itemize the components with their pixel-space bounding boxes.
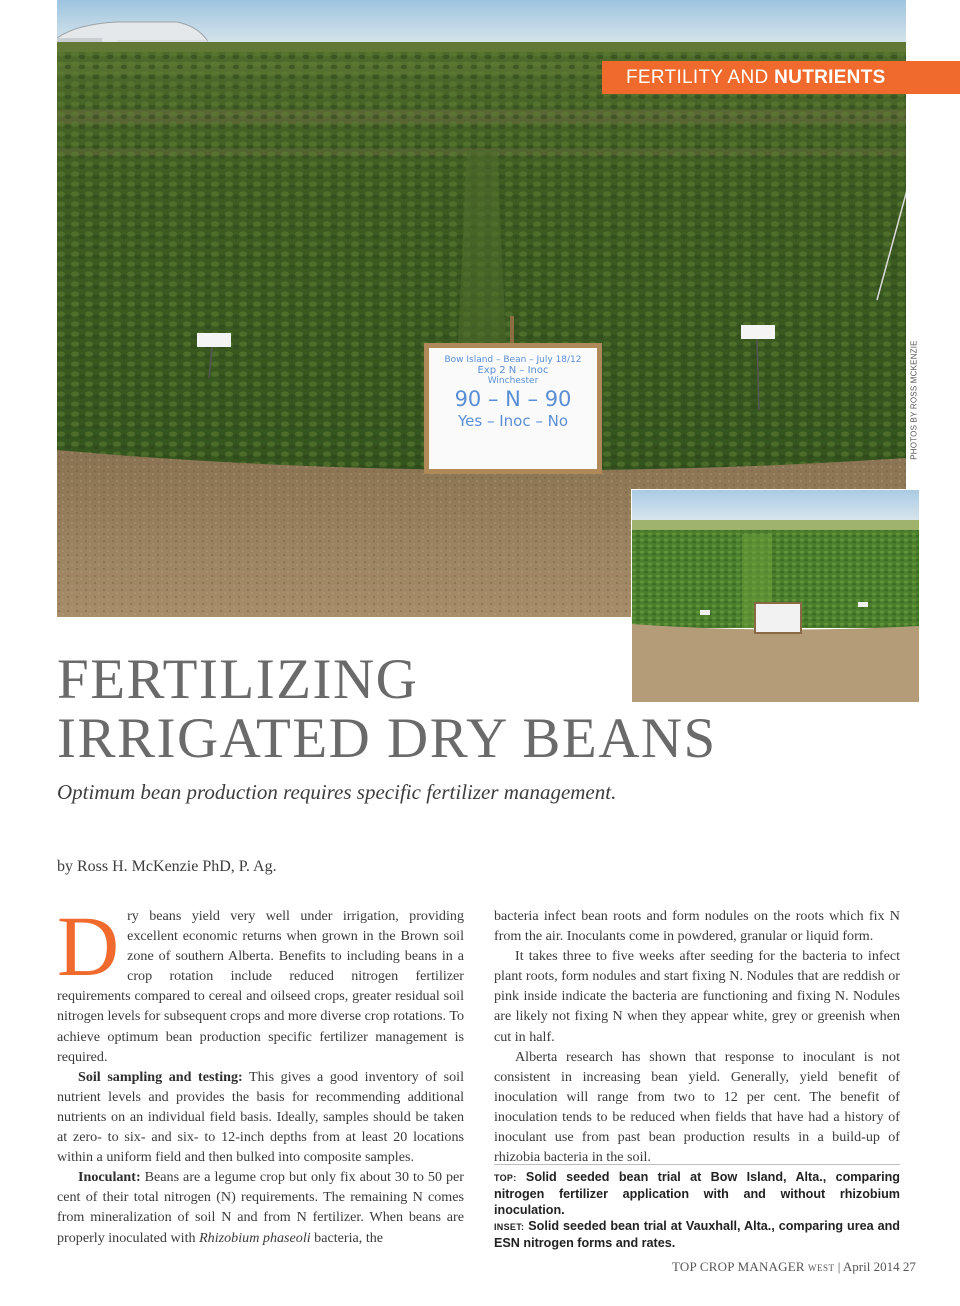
- section-tag-part1: FERTILITY AND: [626, 67, 775, 88]
- headline-line-2: IRRIGATED DRY BEANS: [57, 707, 717, 770]
- byline: by Ross H. McKenzie PhD, P. Ag.: [57, 858, 277, 875]
- subhead: Inoculant:: [78, 1169, 141, 1186]
- caption-label: INSET:: [494, 1222, 525, 1232]
- sign-line: Bow Island – Bean – July 18/12: [444, 355, 582, 365]
- body-paragraph: Dry beans yield very well under irrigation, providing excellent economic returns when grown in the Brown soil zone of southern Alberta. Benefits to including beans in a crop rotation include reduced nitrogen fertilizer requirements compared to cereal and oilseed crops, greater residual soil nitrogen levels for subsequent crops and more diverse crop rotations. To achieve optimum bean production specific fertilizer management is required.: [57, 898, 464, 1065]
- article-deck: Optimum bean production requires specific fertilizer management.: [57, 780, 617, 804]
- sign-line: Exp 2 N – Inoc: [477, 365, 549, 376]
- caption-label: TOP:: [494, 1173, 517, 1183]
- article-headline: [57, 650, 857, 768]
- drop-cap: D: [57, 898, 120, 994]
- issue-date: April 2014: [842, 1259, 900, 1274]
- magazine-edition: WEST: [808, 1263, 835, 1273]
- headline-line-1: FERTILIZING: [57, 648, 419, 711]
- sign-line: Winchester: [487, 376, 539, 386]
- page-footer: [672, 1259, 916, 1275]
- trial-sign: [429, 349, 597, 470]
- body-paragraph: Alberta research has shown that response to inoculant is not consistent in increasing bean yield. Generally, yield benefit of inoculation will range from two to 12 per cent. The benefit of inoculation tends to be reduced when fields that have had a history of inoculant use from past bean production results in a build-up of rhizobia bacteria in the soil.: [494, 1048, 900, 1166]
- photo-credit: PHOTOS BY ROSS MCKENZIE: [909, 340, 919, 460]
- body-paragraph: It takes three to five weeks after seeding for the bacteria to infect plant roots, form nodules and start fixing N. Nodules that are reddish or pink inside indicate the bacteria are functioning and fixing N. Nodules are likely not fixing N when they appear white, grey or greenish when cut in half.: [494, 948, 900, 1045]
- body-paragraph: Soil sampling and testing: This gives a good inventory of soil nutrient levels and provides the basis for recommending additional nutrients on an individual field basis. Ideally, samples should be taken at zero- to six- and six- to 12-inch depths from at least 20 locations within a uniform field and then bulked into composite samples.: [57, 1068, 464, 1166]
- body-column-1: [57, 898, 464, 1248]
- caption-top: TOP: Solid seeded bean trial at Bow Island, Alta., comparing nitrogen fertilizer application with and without rhizobium inoculation.: [494, 1170, 900, 1217]
- sign-line: 90 – N – 90: [454, 387, 572, 411]
- section-tag: [602, 61, 960, 94]
- body-paragraph: Inoculant: Beans are a legume crop but only fix about 30 to 50 per cent of their total nitrogen (N) requirements. The remaining N comes from mineralization of soil N and from N fertilizer. When beans are properly inoculated with Rhizobium phaseoli bacteria, the: [57, 1169, 464, 1246]
- body-paragraph: bacteria infect bean roots and form nodules on the roots which fix N from the air. Inoculants come in powdered, granular or liquid form.: [494, 908, 900, 945]
- magazine-name: TOP CROP MANAGER: [672, 1259, 805, 1274]
- body-column-2: [494, 906, 900, 1167]
- caption-inset: INSET: Solid seeded bean trial at Vauxhall, Alta., comparing urea and ESN nitrogen forms and rates.: [494, 1219, 900, 1250]
- sign-line: Yes – Inoc – No: [457, 412, 569, 430]
- footer-separator: |: [837, 1259, 841, 1274]
- subhead: Soil sampling and testing:: [78, 1068, 243, 1085]
- section-tag-part2: NUTRIENTS: [774, 67, 886, 88]
- page-number: 27: [902, 1259, 916, 1274]
- photo-captions: [494, 1164, 900, 1251]
- species-name: Rhizobium phaseoli: [199, 1229, 311, 1246]
